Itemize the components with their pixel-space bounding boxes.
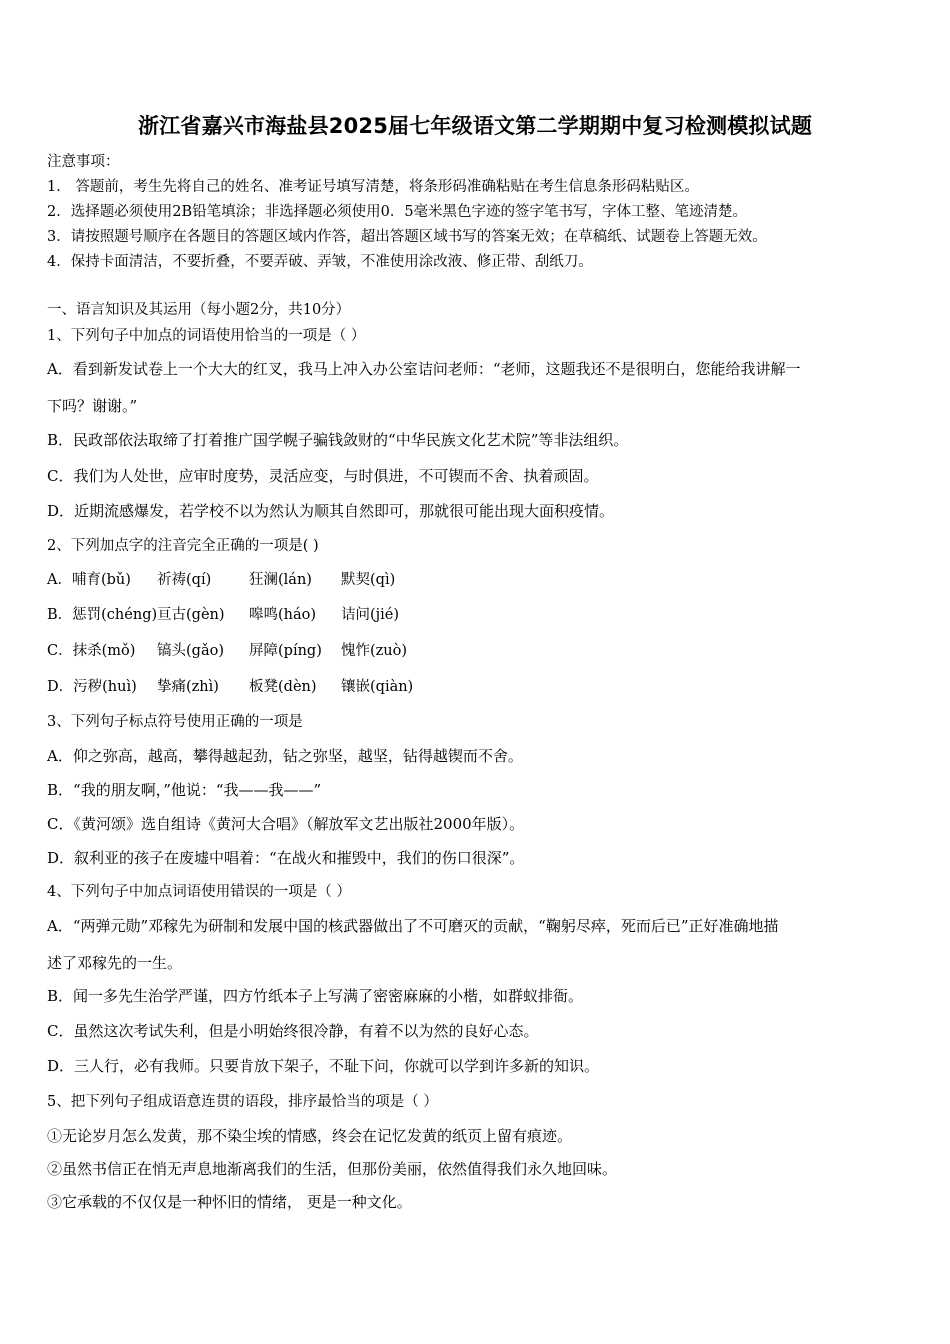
option-b: B．民政部依法取缔了打着推广国学幌子骗钱敛财的“中华民族文化艺术院”等非法组织。 [47,431,629,449]
pinyin-row-d [47,677,433,697]
pinyin-cell: 嗥鸣(háo) [249,607,317,623]
pinyin-cell: D．污秽(huì) [47,679,137,695]
pinyin-cell: 诘问(jié) [341,607,400,623]
pinyin-row-c [47,641,433,661]
pinyin-cell: 愧怍(zuò) [341,643,408,659]
pinyin-cell: 屏障(píng) [249,643,322,659]
question-stem: 2、下列加点字的注音完全正确的一项是( ) [47,538,319,554]
pinyin-row-b [47,605,433,625]
pinyin-cell: A．哺育(bǔ) [47,572,131,588]
pinyin-cell: 镐头(gǎo) [157,643,224,659]
option-c: C．虽然这次考试失利，但是小明始终很冷静，有着不以为然的良好心态。 [47,1022,539,1040]
sentence-item: ③它承载的不仅仅是一种怀旧的情绪， 更是一种文化。 [47,1193,412,1211]
pinyin-cell: 亘古(gèn) [157,607,225,623]
option-c: C．我们为人处世，应审时度势，灵活应变，与时俱进，不可锲而不舍、执着顽固。 [47,467,599,485]
option-a: A．看到新发试卷上一个大大的红叉，我马上冲入办公室诘问老师：“老师，这题我还不是很明白，您能给我讲解一 [47,360,801,378]
option-a-continued: 述了邓稼先的一生。 [47,954,183,972]
pinyin-cell: 默契(qì) [341,572,396,588]
pinyin-cell: 板凳(dèn) [249,679,317,695]
option-a-continued: 下吗？谢谢。” [47,397,138,415]
sentence-item: ②虽然书信正在悄无声息地渐离我们的生活，但那份美丽，依然值得我们永久地回味。 [47,1160,618,1178]
pinyin-cell: 挚痛(zhì) [157,679,219,695]
pinyin-cell: B．惩罚(chéng) [47,607,158,623]
option-b: B．“我的朋友啊，”他说：“我——我——” [47,781,322,799]
notice-item: 4．保持卡面清洁，不要折叠，不要弄破、弄皱，不准使用涂改液、修正带、刮纸刀。 [47,254,593,270]
question-stem: 5、把下列句子组成语意连贯的语段，排序最恰当的项是（ ） [47,1094,438,1110]
option-d: D．三人行，必有我师。只要肯放下架子，不耻下问，你就可以学到许多新的知识。 [47,1057,600,1075]
option-c: C．《黄河颂》选自组诗《黄河大合唱》（解放军文艺出版社2000年版）。 [47,815,525,833]
notice-item: 3．请按照题号顺序在各题目的答题区域内作答，超出答题区域书写的答案无效；在草稿纸、试题卷上答题无效。 [47,229,767,245]
page-title: 浙江省嘉兴市海盐县2025届七年级语文第二学期期中复习检测模拟试题 [137,114,813,138]
section-heading: 一、语言知识及其运用（每小题2分，共10分） [47,302,351,318]
option-b: B．闻一多先生治学严谨，四方竹纸本子上写满了密密麻麻的小楷，如群蚁排衙。 [47,987,584,1005]
option-d: D．近期流感爆发，若学校不以为然认为顺其自然即可，那就很可能出现大面积疫情。 [47,502,615,520]
sentence-item: ①无论岁月怎么发黄，那不染尘埃的情感，终会在记忆发黄的纸页上留有痕迹。 [47,1127,573,1145]
notice-heading: 注意事项： [47,154,120,170]
pinyin-cell: C．抹杀(mǒ) [47,643,136,659]
option-a: A．仰之弥高，越高，攀得越起劲，钻之弥坚，越坚，钻得越锲而不舍。 [47,747,523,765]
question-stem: 4、下列句子中加点词语使用错误的一项是（ ） [47,884,351,900]
option-d: D．叙利亚的孩子在废墟中唱着：“在战火和摧毁中，我们的伤口很深”。 [47,849,525,867]
pinyin-cell: 镶嵌(qiàn) [341,679,414,695]
option-a: A．“两弹元勋”邓稼先为研制和发展中国的核武器做出了不可磨灭的贡献，“鞠躬尽瘁，死而后已”正好准确地描 [47,917,779,935]
notice-item: 1． 答题前，考生先将自己的姓名、准考证号填写清楚，将条形码准确粘贴在考生信息条形码粘贴区。 [47,179,699,195]
pinyin-cell: 祈祷(qí) [157,572,212,588]
pinyin-row-a [47,570,433,590]
notice-item: 2．选择题必须使用2B铅笔填涂；非选择题必须使用0．5毫米黑色字迹的签字笔书写，字体工整、笔迹清楚。 [47,204,748,220]
question-stem: 3、下列句子标点符号使用正确的一项是 [47,714,303,730]
pinyin-cell: 狂澜(lán) [249,572,312,588]
question-stem: 1、下列句子中加点的词语使用恰当的一项是（ ） [47,328,366,344]
